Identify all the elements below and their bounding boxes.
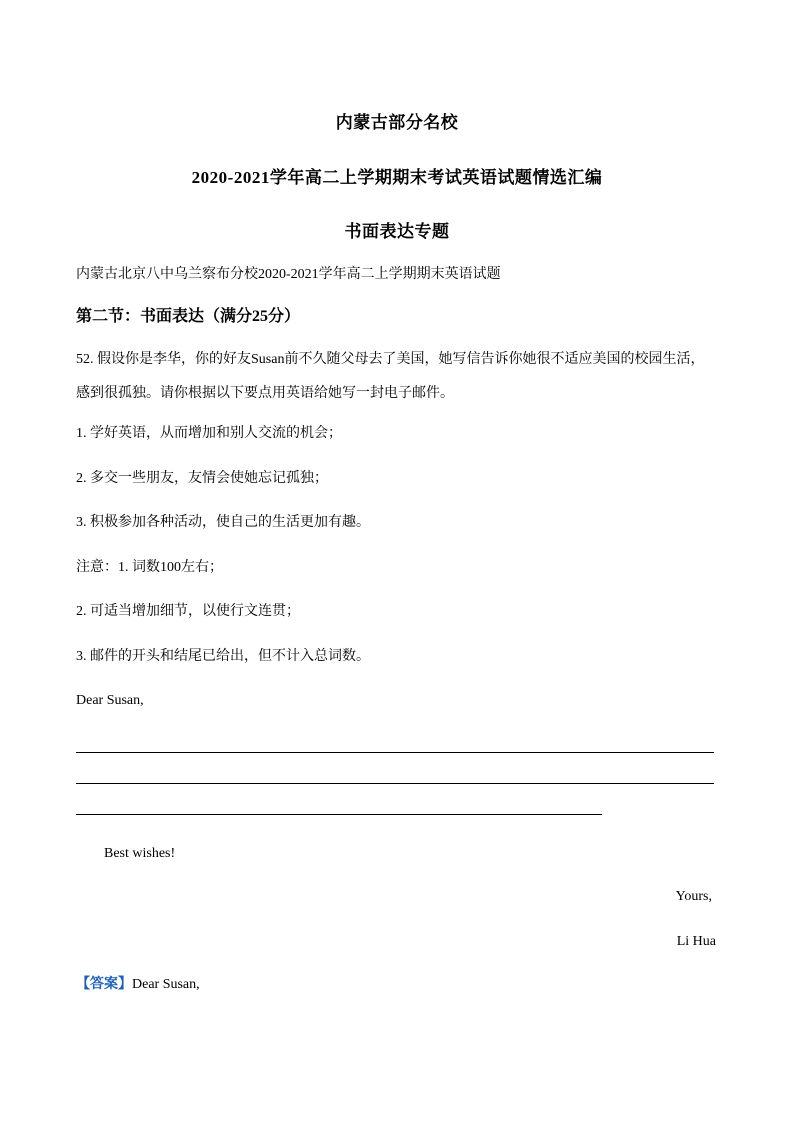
answer-label: 【答案】 (76, 977, 132, 992)
answer-line-3 (76, 814, 602, 815)
answer-text: Dear Susan, (132, 977, 200, 992)
letter-closing: Best wishes! (104, 846, 176, 861)
answer-line-1 (76, 752, 714, 753)
source-line: 内蒙古北京八中乌兰察布分校2020-2021学年高二上学期期末英语试题 (76, 267, 501, 282)
answer-line (76, 975, 200, 995)
note-2: 2. 可适当增加细节，以使行文连贯； (76, 604, 300, 619)
note-3: 3. 邮件的开头和结尾已给出，但不计入总词数。 (76, 649, 370, 664)
letter-sign-off: Yours, (675, 889, 712, 904)
note-1: 注意：1. 词数100左右； (76, 560, 223, 575)
letter-signature: Li Hua (676, 934, 716, 949)
question-prompt: 52. 假设你是李华，你的好友Susan前不久随父母去了美国，她写信告诉你她很不适应美国的校园生活，感到很孤独。请你根据以下要点用英语给她写一封电子邮件。 (76, 352, 705, 401)
section-heading: 第二节：书面表达（满分25分） (76, 308, 301, 325)
point-3: 3. 积极参加各种活动，使自己的生活更加有趣。 (76, 515, 370, 530)
title-line-2: 2020-2021学年高二上学期期末考试英语试题情选汇编 (191, 168, 603, 187)
point-2: 2. 多交一些朋友，友情会使她忘记孤独； (76, 471, 328, 486)
title-line-3: 书面表达专题 (344, 222, 450, 241)
point-1: 1. 学好英语，从而增加和别人交流的机会； (76, 426, 342, 441)
answer-line-2 (76, 783, 714, 784)
title-line-1: 内蒙古部分名校 (335, 113, 459, 132)
letter-greeting: Dear Susan, (76, 693, 144, 708)
